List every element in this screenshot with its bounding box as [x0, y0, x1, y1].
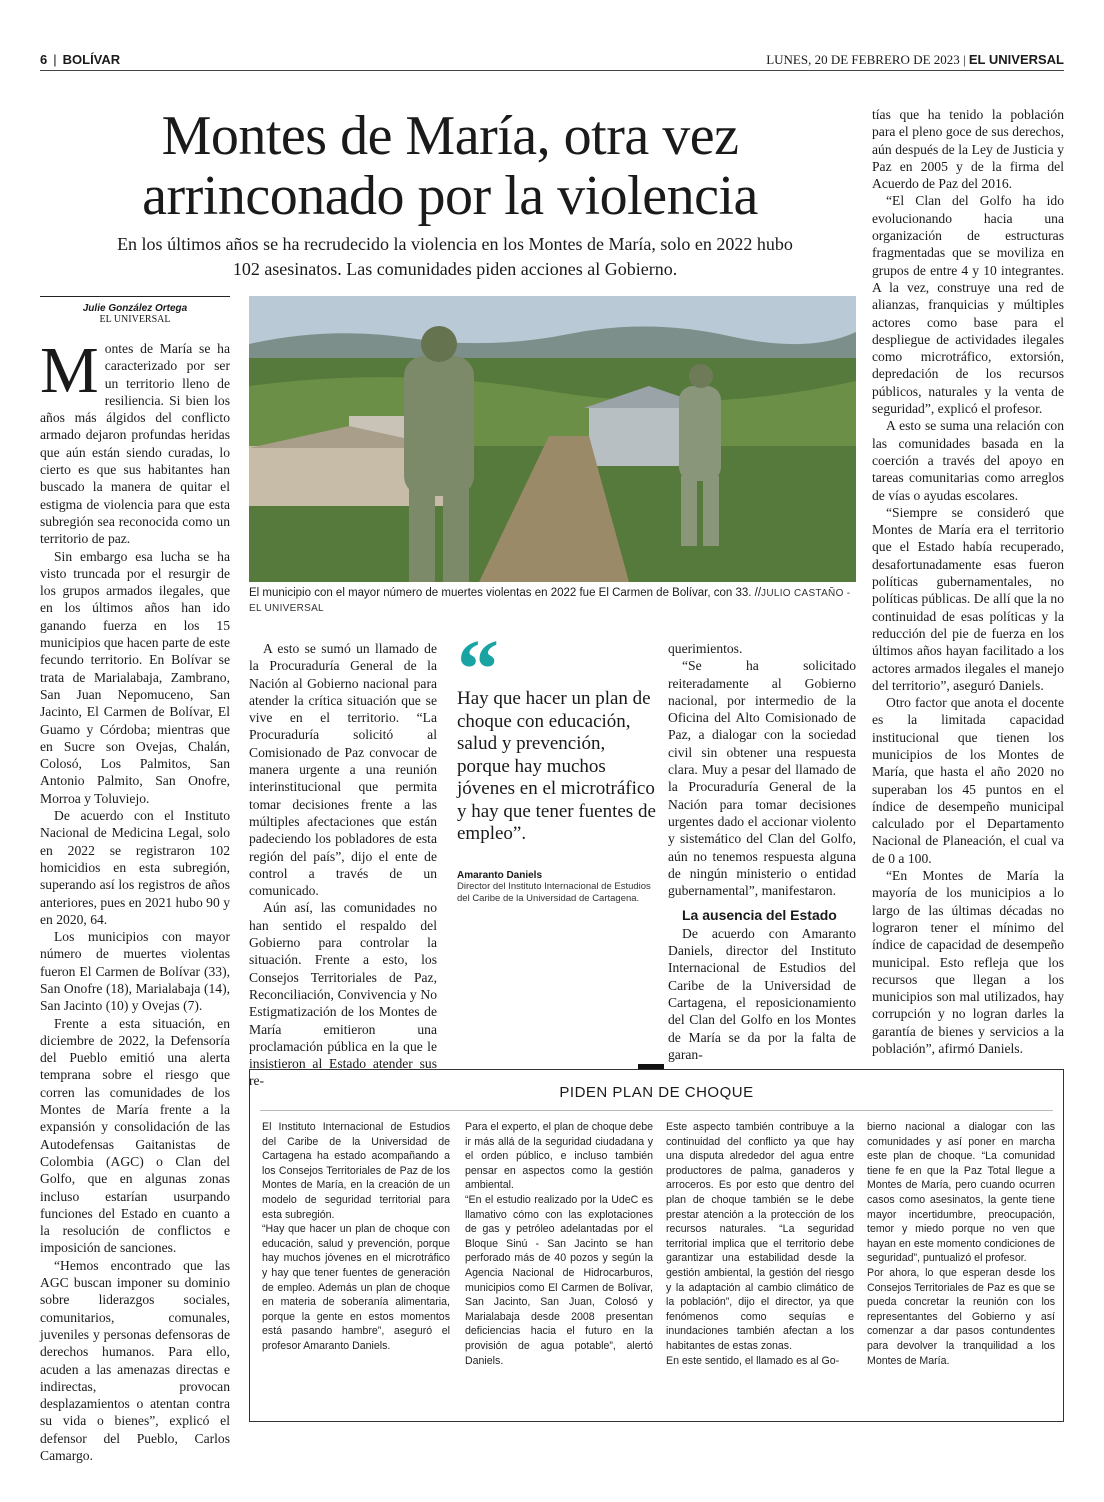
article-photo: [249, 296, 856, 582]
photo-caption: [249, 586, 856, 616]
headline-line-1: Montes de María, otra vez: [161, 105, 739, 167]
box-column-3: [666, 1120, 854, 1368]
drop-cap: M: [40, 334, 99, 407]
header-rule: [40, 70, 1064, 71]
page-number: 6: [40, 52, 48, 67]
paragraph: Este aspecto también contribuye a la continuidad del conflicto ya que hay una disputa alrededor del agua entre productores de palma, ganaderos y arroceros. Es por esto que dentro del plan de choque también se le debe prestar atención a la protección de los recursos naturales. “La seguridad territorial implica que el territorio debe garantizar una estabilidad desde la gestión ambiental, la gestión del riesgo y la adaptación al cambio climático de la población”, dijo el director, ya que fenómenos como sequías e inundaciones también afectan a los habitantes de estas zonas.: [666, 1121, 854, 1352]
paragraph: Otro factor que anota el docente es la limitada capacidad institucional que tienen los municipios de los Montes de María, que hasta el año 2020 no superaban los 45 puntos en el índice de desempeño municipal calculado por el Departamento Nacional de Planeación, el cual va de 0 a 100.: [872, 695, 1064, 866]
byline: [40, 296, 230, 325]
byline-author: Julie González Ortega: [82, 303, 188, 314]
byline-org: EL UNIVERSAL: [99, 314, 171, 325]
paragraph: El Instituto Internacional de Estudios del Caribe de la Universidad de Cartagena ha estado acompañando a los Consejos Territoriales de Paz de los Montes de María, en la creación de un modelo de seguridad territorial para esta subregión.: [262, 1121, 450, 1221]
box-column-1: [262, 1120, 450, 1354]
box-rule: [260, 1110, 1053, 1111]
paragraph: “Hemos encontrado que las AGC buscan imponer su dominio sobre liderazgos sociales, comunitarios, comunales, juveniles y personas defensoras de derechos humanos. Para ello, acuden a las amenazas directas e indirectas, provocan desplazamientos o atentan contra su vida o bienes”, explicó el defensor del Pueblo, Carlos Camargo.: [40, 1257, 230, 1463]
paragraph: A esto se suma una relación con las comunidades basada en la coerción a través del apoyo en tareas comunitarias como arreglos de vías o ayudas escolares.: [872, 418, 1064, 503]
article-column-5: [872, 106, 1064, 1057]
paragraph: De acuerdo con el Instituto Nacional de Medicina Legal, solo en 2022 se registraron 102 homicidios en esta subregión, superando así los registros de años anteriores, pues en 2021 hubo 90 y en 2020, 64.: [40, 808, 230, 927]
paragraph: bierno nacional a dialogar con las comunidades y así poner en marcha este plan de choque. “La comunidad tiene fe en que la Paz Total llegue a Montes de María, pero cuando ocurren casos como asesinatos, la gente tiene mayor incertidumbre, preocupación, temor y miedo porque no ven que hayan en este momento condiciones de seguridad”, puntualizó el profesor.: [867, 1121, 1055, 1265]
article-column-4: [668, 640, 856, 1063]
soldiers-photo-illustration: [249, 296, 856, 582]
article-headline: [40, 106, 860, 226]
page-header-right: LUNES, 20 DE FEBRERO DE 2023 | EL UNIVERSAL: [766, 52, 1064, 67]
paragraph: Los municipios con mayor número de muertes violentas fueron El Carmen de Bolívar (33), San Onofre (18), Marialabaja (14), San Jacinto (10) y Ovejas (7).: [40, 929, 230, 1014]
paragraph: “El Clan del Golfo ha ido evolucionando hacia una organización de estructuras fragmentadas que se moviliza en grupos de entre 4 y 10 integrantes. A la vez, construye una red de alianzas, franquicias y múltiples actores como base para el despliegue de actividades ilegales como microtráfico, extorsión, depredación de los recursos públicos, naturales y la venta de seguridad”, explicó el profesor.: [872, 193, 1064, 417]
headline-line-2: arrinconado por la violencia: [142, 165, 758, 227]
paragraph: “En Montes de María la mayoría de los municipios a lo largo de las últimas décadas no lograron tener el mínimo del índice de capacidad de desempeño municipal. Esto refleja que los recursos que llegan a los municipios son mal utilizados, hay corrupción y no logran darles la garantía de bienes y servicios a la población”, afirmó Daniels.: [872, 868, 1064, 1057]
paragraph: En este sentido, el llamado es al Go-: [666, 1354, 840, 1367]
paragraph: “Hay que hacer un plan de choque con educación, salud y prevención, porque hay muchos jóvenes en el microtráfico y hay que tener fuentes de generación de empleo. Además un plan de choque en materia de soberanía alimentaria, porque la gente en estos momentos está pasando hambre”, aseguró el profesor Amaranto Daniels.: [262, 1223, 450, 1352]
section-name: BOLÍVAR: [62, 52, 121, 67]
caption-text: El municipio con el mayor número de muertes violentas en 2022 fue El Carmen de Bolívar, con 33. //: [249, 587, 762, 599]
section-subhead: La ausencia del Estado: [682, 907, 837, 924]
paragraph: Aún así, las comunidades no han sentido el respaldo del Gobierno para controlar la situación. Frente a esto, los Consejos Territoriales de Paz, Reconciliación, Convivencia y No Estigmatización de los Montes de María emitieron una proclamación pública en la que le insistieron al Estado atender sus re-: [249, 900, 437, 1089]
quote-mark-icon: “: [457, 623, 499, 716]
paragraph: Para el experto, el plan de choque debe ir más allá de la seguridad ciudadana y el orden público, e incluso también pensar en aspectos como la gestión ambiental.: [465, 1121, 653, 1192]
paragraph: “Se ha solicitado reiteradamente al Gobierno nacional, por intermedio de la Oficina del Alto Comisionado de Paz, a dialogar con la sociedad civil sin obtener una respuesta clara. Muy a pesar del llamado de la Procuraduría General de la Nación para tomar decisiones urgentes dado el accionar violento y sistemático del Clan del Golfo, aún no tenemos respuesta alguna de ningún ministerio o entidad gubernamental”, manifestaron.: [668, 658, 856, 899]
pull-quote-author: Amaranto Daniels: [457, 869, 543, 881]
paragraph: Sin embargo esa lucha se ha visto truncada por el resurgir de los grupos armados ilegales, que en los últimos años han ido ganando fuerza en los 15 municipios que hacen parte de este fecundo territorio. En Bolívar se trata de Marialabaja, Zambrano, San Juan Nepomuceno, San Jacinto, El Carmen de Bolívar, El Guamo y Córdoba; mientras que en Sucre son Ovejas, Chalán, Colosó, Los Palmitos, San Antonio Palmito, San Onofre, Morroa y Toluviejo.: [40, 548, 230, 806]
photo-credit: JULIO CASTAÑO - EL UNIVERSAL: [249, 588, 851, 614]
paragraph: querimientos.: [668, 641, 743, 656]
paragraph: A esto se sumó un llamado de la Procuraduría General de la Nación al Gobierno nacional para atender la crítica situación que se vive en el territorio. “La Procuraduría solicitó al Comisionado de Paz convocar de manera urgente a una reunión interinstitucional que permita tomar decisiones frente a las múltiples afectaciones que están padeciendo los pobladores de esta región del país”, dijo el ente de control a través de un comunicado.: [249, 641, 437, 899]
box-title: PIDEN PLAN DE CHOQUE: [559, 1084, 754, 1101]
paragraph: “Siempre se consideró que Montes de María era el territorio que el Estado había recuperado, desafortunadamente esas fueron políticas gubernamentales, no políticas públicas. De allí que la no continuidad de esas políticas y la reducción del pie de fuerza en los últimos años hayan facilitado a los actores armados ilegales el manejo del territorio”, aseguró Daniels.: [872, 504, 1064, 693]
article-deck: En los últimos años se ha recrudecido la violencia en los Montes de María, solo en 2022 hubo 102 asesinatos. Las comunidades piden acciones al Gobierno.: [117, 234, 793, 279]
pull-quote-role: Director del Instituto Internacional de Estudios del Caribe de la Universidad de Cartagena.: [457, 880, 651, 904]
sidebar-box: [249, 1069, 1064, 1422]
article-column-1: [40, 334, 230, 1464]
paragraph: Frente a esta situación, en diciembre de 2022, la Defensoría del Pueblo emitió una alerta temprana sobre el riesgo que corren las comunidades de los Montes de María frente a la expansión y consolidación de las Autodefensas Gaitanistas de Colombia (AGC) o Clan del Golfo, que en algunas zonas incluso estarían usurpando funciones del Estado en cuanto a la resolución de conflictos e imposición de sanciones.: [40, 1015, 230, 1256]
paragraph: Montes de María se ha caracterizado por ser un territorio lleno de resiliencia. Si bien los años más álgidos del conflicto armado dejaron profundas heridas que aún están siendo curadas, lo cierto es que sus habitantes han buscado la manera de quitar el estigma de violencia para que esta subregión sea reconocida como un territorio de paz.: [40, 334, 230, 547]
paragraph: “En el estudio realizado por la UdeC es llamativo cómo con las explotaciones de gas y petróleo adelantadas por el Bloque Sinú - San Jacinto se han perforado más de 40 pozos y según la Agencia Nacional de Hidrocarburos, municipios como El Carmen de Bolívar, San Jacinto, San Juan, Colosó y Marialabaja desde 2008 presentan deficiencias hacia el futuro en la provisión de agua potable”, alertó Daniels.: [465, 1193, 653, 1367]
article-column-2: [249, 640, 437, 1090]
newspaper-name: EL UNIVERSAL: [968, 52, 1064, 67]
page-header-left: 6 | BOLÍVAR: [40, 52, 121, 67]
pull-quote: [457, 623, 657, 906]
issue-date: LUNES, 20 DE FEBRERO DE 2023: [766, 52, 960, 67]
paragraph: tías que ha tenido la población para el pleno goce de sus derechos, aún después de la Ley de Justicia y Paz en 2005 y de la firma del Acuerdo de Paz del 2016.: [872, 107, 1064, 192]
paragraph: De acuerdo con Amaranto Daniels, director del Instituto Internacional de Estudios del Caribe de la Universidad de Cartagena, el reposicionamiento del Clan del Golfo en los Montes de María se da por la falta de garan-: [668, 925, 856, 1062]
pull-quote-text: Hay que hacer un plan de choque con educación, salud y prevención, porque hay muchos jóvenes en el microtráfico y hay que tener fuentes de empleo”.: [457, 688, 656, 844]
box-column-2: [465, 1120, 653, 1368]
paragraph: Por ahora, lo que esperan desde los Consejos Territoriales de Paz es que se pueda concretar la reunión con los representantes del Gobierno y así comenzar a dar pasos contundentes para devolver la tranquilidad a los Montes de María.: [867, 1266, 1055, 1367]
box-column-4: [867, 1120, 1055, 1368]
